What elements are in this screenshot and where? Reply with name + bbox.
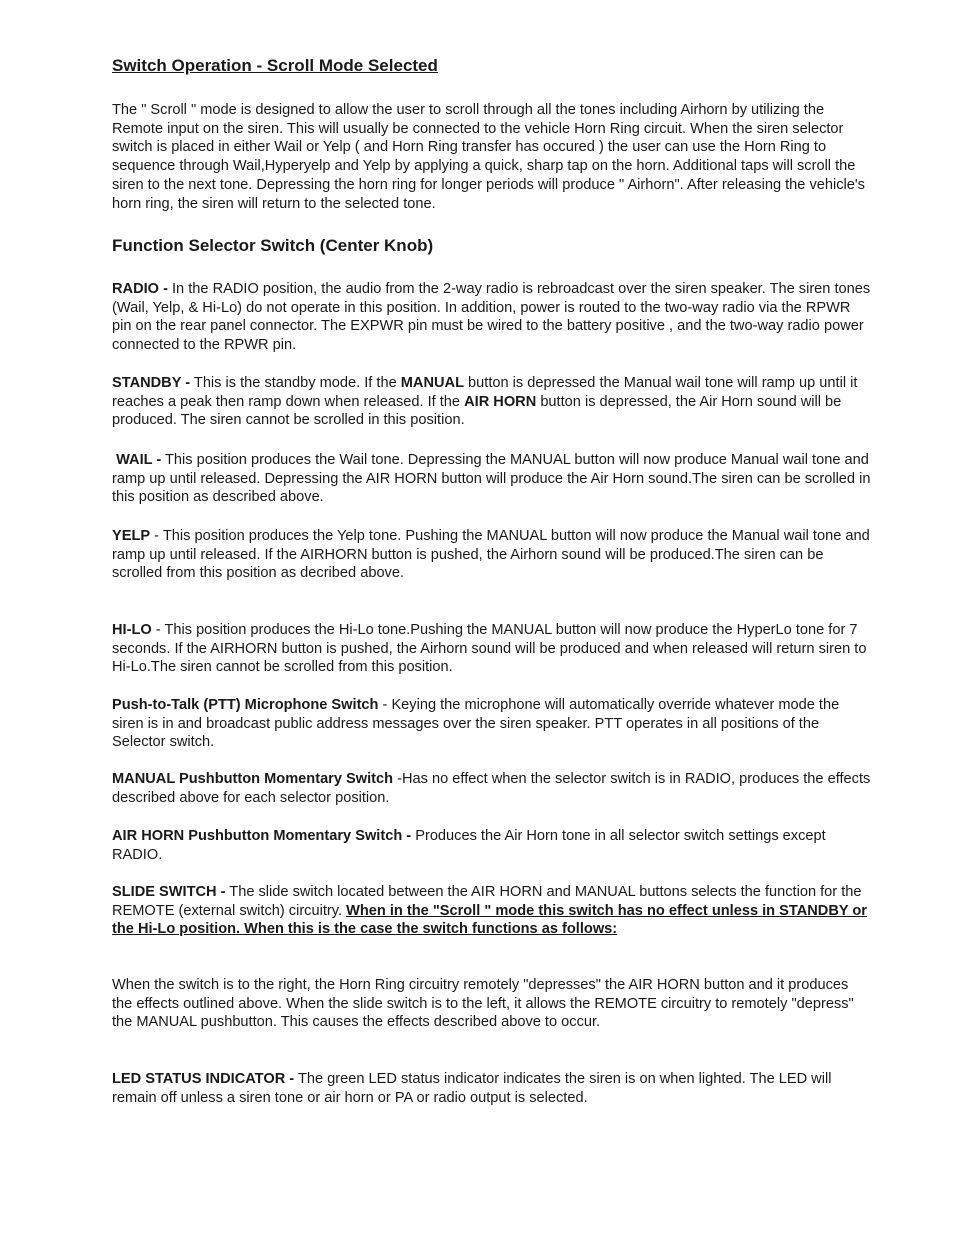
yelp-text: - This position produces the Yelp tone. Pushing the MANUAL button will now produce the Manual wail tone and ramp up until released. If the AIRHORN button is pushed, the Airhorn sound will be produced.The siren can be scrolled from this position as decribed above. [112, 528, 870, 582]
scroll-mode-heading: Switch Operation - Scroll Mode Selected [112, 56, 438, 75]
manual-text: -Has no effect when the selector switch is in RADIO, produces the effects described above for each selector position. [112, 771, 871, 806]
standby-text-3: button is depressed, the Air Horn sound will be produced. The siren cannot be scrolled in this position. [112, 393, 842, 429]
airhorn-label: AIR HORN Pushbutton Momentary Switch - [112, 828, 412, 844]
slide-switch-paragraph [112, 883, 872, 939]
airhorn-text: Produces the Air Horn tone in all selector switch settings except RADIO. [112, 828, 826, 863]
led-text: The green LED status indicator indicates the siren is on when lighted. The LED will remain off unless a siren tone or air horn or PA or radio output is selected. [112, 1071, 832, 1106]
scroll-mode-paragraph: The " Scroll " mode is designed to allow the user to scroll through all the tones including Airhorn by utilizing the Remote input on the siren. This will usually be connected to the vehicle Horn Ring circuit. When the siren selector switch is placed in either Wail or Yelp ( and Horn Ring transfer has occured ) the user can use the Horn Ring to sequence through Wail,Hyperyelp and Yelp by applying a quick, sharp tap on the horn. Additional taps will scroll the siren to the next tone. Depressing the horn ring for longer periods will produce " Airhorn". After releasing the vehicle's horn ring, the siren will return to the selected tone. [112, 102, 865, 212]
radio-label: RADIO - [112, 281, 168, 297]
wail-text: This position produces the Wail tone. Depressing the MANUAL button will now produce Manual wail tone and ramp up until released. Depressing the AIR HORN button will produce the Air Horn sound.The siren can be scrolled in this position as described above. [112, 452, 871, 506]
standby-manual-term: MANUAL [400, 375, 464, 391]
led-paragraph [112, 1070, 872, 1107]
led-label: LED STATUS INDICATOR - [112, 1071, 295, 1087]
standby-airhorn-term: AIR HORN [464, 393, 537, 410]
yelp-paragraph [112, 527, 872, 583]
wail-label: WAIL - [116, 452, 162, 468]
hilo-label: HI-LO [112, 622, 152, 638]
radio-paragraph [112, 280, 872, 355]
standby-text-2: button is depressed the Manual wail tone will ramp up until it reaches a peak then ramp down when released. If the [112, 375, 858, 410]
slide-switch-detail-paragraph: When the switch is to the right, the Horn Ring circuitry remotely "depresses" the AIR HORN button and it produces the effects outlined above. When the slide switch is to the left, it allows the REMOTE circuitry to remotely "depress" the MANUAL pushbutton. This causes the effects described above to occur. [112, 977, 854, 1031]
slide-switch-emphasis: When in the "Scroll " mode this switch has no effect unless in STANDBY or the Hi-Lo position. When this is the case the switch functions as follows: [112, 902, 867, 938]
ptt-text: - Keying the microphone will automatically override whatever mode the siren is in and broadcast public address messages over the siren speaker. PTT operates in all positions of the Selector switch. [112, 697, 840, 751]
wail-paragraph [112, 451, 872, 507]
slide-switch-text: The slide switch located between the AIR HORN and MANUAL buttons selects the function for the REMOTE (external switch) circuitry. [112, 884, 862, 919]
standby-label: STANDBY - [112, 375, 191, 391]
airhorn-paragraph [112, 827, 872, 864]
standby-text-1: This is the standby mode. If the [190, 375, 401, 391]
radio-text: In the RADIO position, the audio from the 2-way radio is rebroadcast over the siren speaker. The siren tones (Wail, Yelp, & Hi-Lo) do not operate in this position. In addition, power is routed to the two-way radio via the RPWR pin on the rear panel connector. The EXPWR pin must be wired to the battery positive , and the two-way radio power connected to the RPWR pin. [112, 281, 871, 354]
manual-label: MANUAL Pushbutton Momentary Switch [112, 771, 394, 787]
standby-paragraph [112, 374, 872, 430]
yelp-label: YELP [112, 528, 151, 544]
hilo-text: - This position produces the Hi-Lo tone.Pushing the MANUAL button will now produce the HyperLo tone for 7 seconds. If the AIRHORN button is pushed, the Airhorn sound will be produced and when released will return siren to Hi-Lo.The siren cannot be scrolled from this position. [112, 622, 867, 676]
function-selector-heading: Function Selector Switch (Center Knob) [112, 236, 434, 255]
ptt-paragraph [112, 696, 872, 752]
manual-paragraph [112, 770, 872, 807]
slide-switch-label: SLIDE SWITCH - [112, 884, 226, 900]
ptt-label: Push-to-Talk (PTT) Microphone Switch [112, 697, 379, 713]
hilo-paragraph [112, 621, 872, 677]
